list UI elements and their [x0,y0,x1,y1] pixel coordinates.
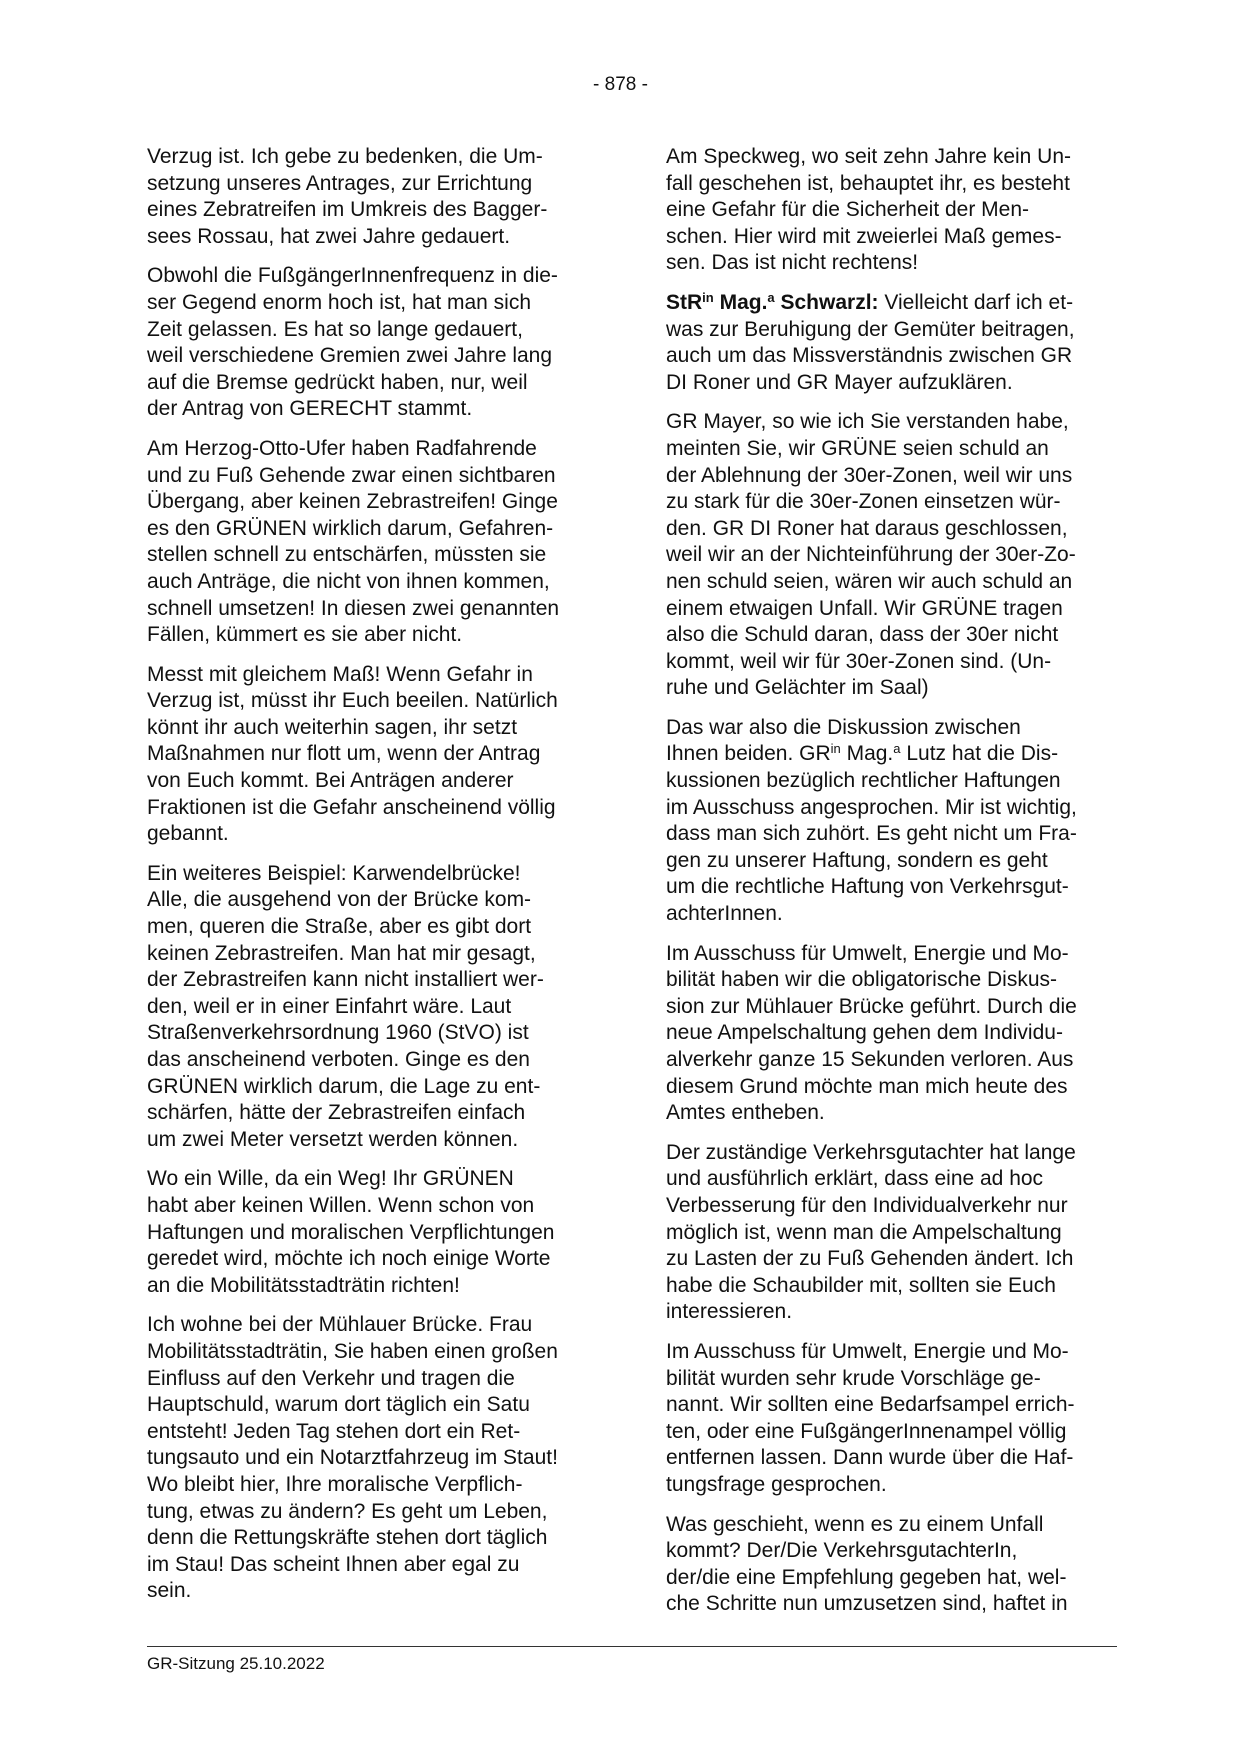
text-line: schnell umsetzen! In diesen zwei genannten [147,596,560,620]
paragraph [147,1312,599,1605]
text-line: Im Ausschuss für Umwelt, Energie und Mo- [666,941,1069,965]
text-line: Messt mit gleichem Maß! Wenn Gefahr in [147,662,533,686]
text-line: Übergang, aber keinen Zebrastreifen! Ginge [147,490,558,514]
reference-suffix: Lutz hat die Dis- [900,742,1059,766]
text-line: auf die Bremse gedrückt haben, nur, weil [147,370,528,394]
text-line: weil wir an der Nichteinführung der 30er-Zo- [666,543,1076,567]
footer-divider [147,1646,1117,1647]
text-line: gebannt. [147,822,229,846]
text-line: möglich ist, wenn man die Ampelschaltung [666,1220,1062,1244]
speaker-title: StR [666,290,703,314]
text-line: sein. [147,1579,192,1603]
text-line: nen schuld seien, wären wir auch schuld an [666,569,1073,593]
speaker-academic: Mag. [719,290,768,314]
paragraph [666,1512,1118,1618]
text-line: setzung unseres Antrages, zur Errichtung [147,171,533,195]
text-line: GR Mayer, so wie ich Sie verstanden habe, [666,410,1069,434]
text-line: an die Mobilitätsstadträtin richten! [147,1273,460,1297]
text-line: Wo ein Wille, da ein Weg! Ihr GRÜNEN [147,1167,514,1191]
text-line: tungsauto und ein Notarztfahrzeug im Staut! [147,1446,558,1470]
text-line: stellen schnell zu entschärfen, müssten sie [147,543,547,567]
text-line: Alle, die ausgehend von der Brücke kom- [147,888,532,912]
paragraph [666,941,1118,1127]
page-number: - 878 - [593,74,648,95]
text-line: und zu Fuß Gehende zwar einen sichtbaren [147,463,556,487]
reference-academic-sup: a [893,741,901,757]
right-column [666,144,1118,1631]
paragraph [147,144,599,250]
paragraph [147,662,599,848]
text-line: schen. Hier wird mit zweierlei Maß gemes- [666,224,1062,248]
text-line: zu stark für die 30er-Zonen einsetzen wür- [666,490,1061,514]
speaker-line [666,290,1118,317]
paragraph [147,263,599,423]
paragraph [147,1166,599,1299]
text-line: von Euch kommt. Bei Anträgen anderer [147,769,514,793]
reference-academic: Mag. [840,742,894,766]
text-line: im Ausschuss angesprochen. Mir ist wichtig, [666,795,1077,819]
speaker-title-sup: in [702,289,714,305]
text-line: den, weil er in einer Einfahrt wäre. Laut [147,994,512,1018]
text-line: bilität wurden sehr krude Vorschläge ge- [666,1366,1041,1390]
text-line: sion zur Mühlauer Brücke geführt. Durch die [666,994,1077,1018]
text-line: fall geschehen ist, behauptet ihr, es besteht [666,171,1070,195]
text-line: ser Gegend enorm hoch ist, hat man sich [147,290,532,314]
text-line: gen zu unserer Haftung, sondern es geht [666,848,1048,872]
text-line: um die rechtliche Haftung von Verkehrsgut- [666,875,1069,899]
text-line: Mobilitätsstadträtin, Sie haben einen großen [147,1339,558,1363]
text-line: Das war also die Diskussion zwischen [666,715,1021,739]
text-line: denn die Rettungskräfte stehen dort täglich [147,1526,548,1550]
text-line: sees Rossau, hat zwei Jahre gedauert. [147,224,511,248]
text-line: entsteht! Jeden Tag stehen dort ein Ret- [147,1419,521,1443]
text-line: Zeit gelassen. Es hat so lange gedauert, [147,317,523,341]
text-line: nannt. Wir sollten eine Bedarfsampel errich- [666,1393,1075,1417]
text-line: Verbesserung für den Individualverkehr nur [666,1193,1068,1217]
text-line: keinen Zebrastreifen. Man hat mir gesagt, [147,941,536,965]
speaker-text: Vielleicht darf ich et- [878,290,1074,314]
text-line: kommt? Der/Die VerkehrsgutachterIn, [666,1539,1018,1563]
left-column [147,144,599,1618]
paragraph [666,1140,1118,1326]
text-line: der/die eine Empfehlung gegeben hat, wel- [666,1565,1067,1589]
text-line: um zwei Meter versetzt werden können. [147,1127,519,1151]
text-line: der Antrag von GERECHT stammt. [147,397,473,421]
text-line: diesem Grund möchte man mich heute des [666,1074,1068,1098]
text-line: men, queren die Straße, aber es gibt dort [147,915,532,939]
text-line: Straßenverkehrsordnung 1960 (StVO) ist [147,1021,529,1045]
text-line: dass man sich zuhört. Es geht nicht um Fra- [666,822,1077,846]
paragraph [666,1339,1118,1499]
text-line: Verzug ist. Ich gebe zu bedenken, die Um- [147,145,543,168]
text-line: Wo bleibt hier, Ihre moralische Verpflich- [147,1472,523,1496]
text-line: es den GRÜNEN wirklich darum, Gefahren- [147,516,554,540]
text-line: weil verschiedene Gremien zwei Jahre lang [147,344,553,368]
text-line: könnt ihr auch weiterhin sagen, ihr setzt [147,715,518,739]
reference-line [666,741,1118,768]
text-line: sen. Das ist nicht rechtens! [666,251,919,275]
text-line: auch um das Missverständnis zwischen GR [666,344,1073,368]
text-line: eine Gefahr für die Sicherheit der Men- [666,198,1030,222]
speaker-paragraph [666,290,1118,396]
text-line: Einfluss auf den Verkehr und tragen die [147,1366,515,1390]
text-line: Was geschieht, wenn es zu einem Unfall [666,1512,1044,1536]
text-line: tung, etwas zu ändern? Es geht um Leben, [147,1499,548,1523]
text-line: habe die Schaubilder mit, sollten sie Euch [666,1273,1056,1297]
text-line: Hauptschuld, warum dort täglich ein Satu [147,1393,530,1417]
paragraph [666,409,1118,702]
text-line: kussionen bezüglich rechtlicher Haftungen [666,769,1061,793]
speaker-academic-sup: a [767,289,775,305]
text-line: das anscheinend verboten. Ginge es den [147,1048,530,1071]
text-line: Amtes entheben. [666,1101,825,1125]
text-line: schärfen, hätte der Zebrastreifen einfach [147,1101,526,1125]
text-line: Ein weiteres Beispiel: Karwendelbrücke! [147,861,521,885]
text-line: Der zuständige Verkehrsgutachter hat lange [666,1140,1076,1164]
text-line: interessieren. [666,1300,793,1324]
text-line: GRÜNEN wirklich darum, die Lage zu ent- [147,1074,541,1098]
text-line: Maßnahmen nur flott um, wenn der Antrag [147,742,541,766]
footer-session-date: GR-Sitzung 25.10.2022 [147,1654,325,1673]
text-line: Obwohl die FußgängerInnenfrequenz in die- [147,264,558,288]
reference-title-sup: in [830,741,841,757]
paragraph [666,715,1118,928]
text-line: Verzug ist, müsst ihr Euch beeilen. Natürlich [147,689,558,713]
text-line: eines Zebratreifen im Umkreis des Bagger- [147,198,548,222]
text-line: achterInnen. [666,902,783,926]
text-line: Haftungen und moralischen Verpflichtungen [147,1220,555,1244]
text-line: der Ablehnung der 30er-Zonen, weil wir uns [666,463,1073,487]
reference-prefix: Ihnen beiden. GR [666,742,831,766]
speaker-name [666,291,879,314]
paragraph [147,436,599,649]
text-line: den. GR DI Roner hat daraus geschlossen, [666,516,1068,540]
text-line: habt aber keinen Willen. Wenn schon von [147,1193,535,1217]
text-line: auch Anträge, die nicht von ihnen kommen, [147,569,550,593]
text-line: neue Ampelschaltung gehen dem Individu- [666,1021,1063,1045]
paragraph [147,861,599,1154]
text-line: Ich wohne bei der Mühlauer Brücke. Frau [147,1313,533,1337]
text-line: ten, oder eine FußgängerInnenampel völlig [666,1419,1067,1443]
text-line: alverkehr ganze 15 Sekunden verloren. Aus [666,1048,1074,1071]
text-line: kommt, weil wir für 30er-Zonen sind. (Un- [666,649,1052,673]
text-line: Am Speckweg, wo seit zehn Jahre kein Un- [666,145,1072,168]
text-line: ruhe und Gelächter im Saal) [666,676,929,700]
text-line: Am Herzog-Otto-Ufer haben Radfahrende [147,436,537,460]
paragraph [666,144,1118,277]
text-line: entfernen lassen. Dann wurde über die Haf- [666,1446,1074,1470]
text-line: DI Roner und GR Mayer aufzuklären. [666,370,1013,394]
text-line: Fraktionen ist die Gefahr anscheinend völlig [147,795,556,819]
text-line: bilität haben wir die obligatorische Diskus- [666,968,1058,992]
text-line: einem etwaigen Unfall. Wir GRÜNE tragen [666,596,1063,620]
text-line: Im Ausschuss für Umwelt, Energie und Mo- [666,1339,1069,1363]
text-line: geredet wird, möchte ich noch einige Worte [147,1247,551,1271]
text-line: tungsfrage gesprochen. [666,1472,887,1496]
text-line: zu Lasten der zu Fuß Gehenden ändert. Ich [666,1247,1074,1271]
text-line: im Stau! Das scheint Ihnen aber egal zu [147,1552,520,1576]
text-line: was zur Beruhigung der Gemüter beitragen, [666,317,1075,341]
text-line: also die Schuld daran, dass der 30er nicht [666,623,1059,647]
text-line: meinten Sie, wir GRÜNE seien schuld an [666,436,1049,460]
text-line: der Zebrastreifen kann nicht installiert wer- [147,968,544,992]
text-line: che Schritte nun umzusetzen sind, haftet in [666,1592,1068,1616]
text-line: und ausführlich erklärt, dass eine ad hoc [666,1167,1044,1191]
speaker-surname: Schwarzl: [780,290,879,314]
text-line: Fällen, kümmert es sie aber nicht. [147,623,463,647]
